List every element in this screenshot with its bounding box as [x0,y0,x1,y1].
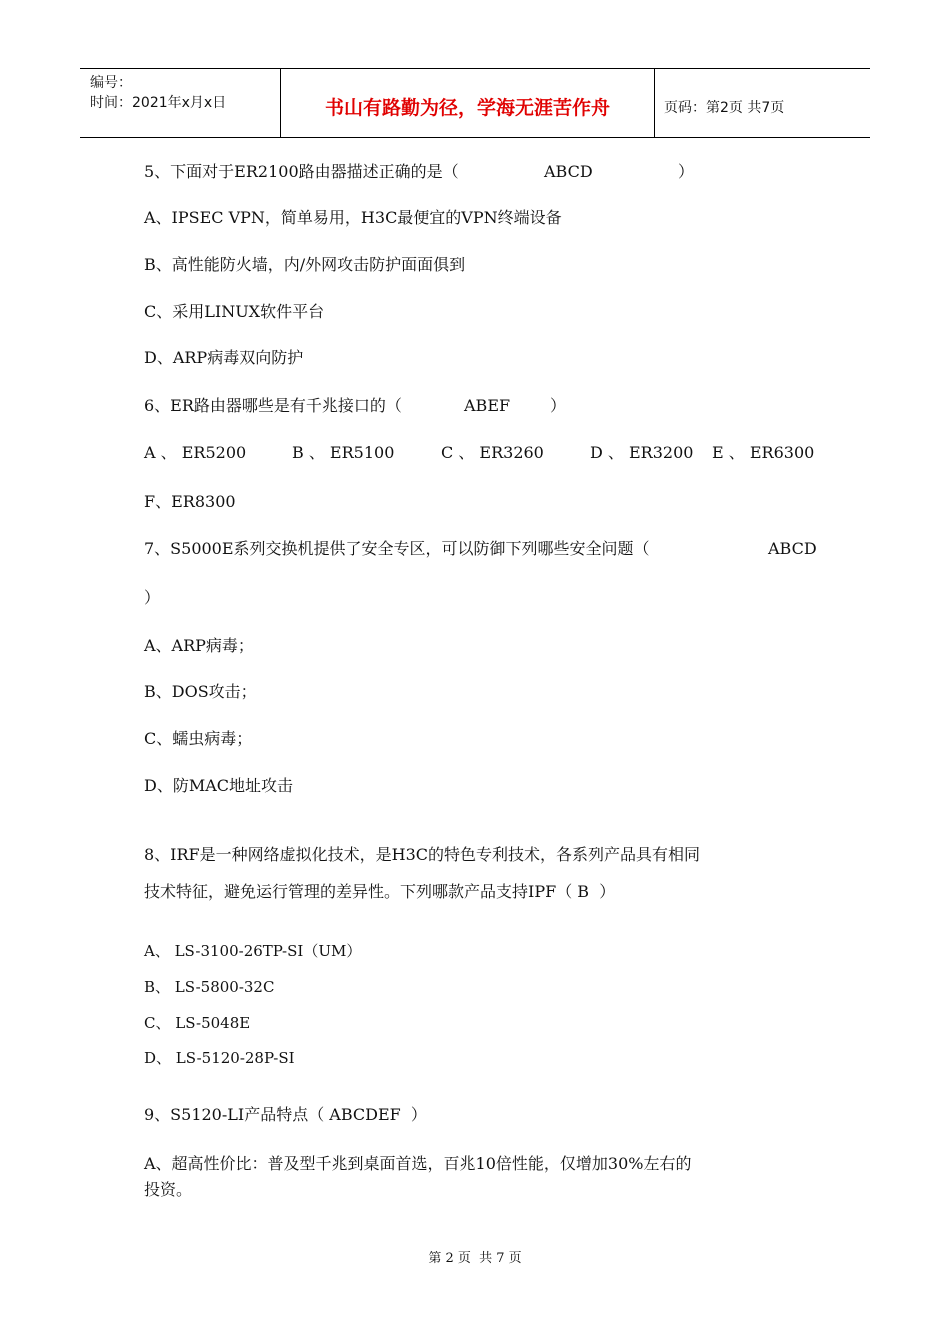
question-9-option-a-line-2: 投资。 [144,1180,193,1199]
question-5-option-a: A、IPSEC VPN，简单易用，H3C最便宜的VPN终端设备 [144,208,562,227]
question-8-option-b: B、 LS-5800-32C [144,978,275,996]
question-7-option-d: D、防MAC地址攻击 [144,776,294,795]
question-6-option-e: E 、 ER6300 [712,443,815,462]
page-header [80,68,870,138]
question-8-option-d: D、 LS-5120-28P-SI [144,1049,295,1067]
question-5-close: ） [678,162,695,181]
header-motto: 书山有路勤为径，学海无涯苦作舟 [281,69,655,137]
question-5-option-c: C、采用LINUX软件平台 [144,302,325,321]
question-6-option-a: A 、 ER5200 [144,443,247,462]
question-8-line-2: 技术特征，避免运行管理的差异性。下列哪款产品支持IPF（ B ） [144,882,616,901]
question-8-option-a: A、 LS-3100-26TP-SI（UM） [144,942,362,960]
question-5-option-b: B、高性能防火墙，内/外网攻击防护面面俱到 [144,255,466,274]
question-7-option-c: C、蠕虫病毒； [144,729,253,748]
question-9-option-a-line-1: A、超高性价比：普及型千兆到桌面首选，百兆10倍性能，仅增加30%左右的 [144,1154,692,1173]
question-7-close: ） [144,588,161,607]
question-7: 7、S5000E系列交换机提供了安全专区，可以防御下列哪些安全问题（ [144,539,650,558]
question-6-option-b: B 、 ER5100 [292,443,395,462]
question-6-option-c: C 、 ER3260 [441,443,544,462]
header-number: 编号： [90,75,132,91]
question-7-answer: ABCD [768,539,817,558]
question-5-answer: ABCD [544,162,593,181]
question-6-close: ） [550,396,567,415]
question-9: 9、S5120-LI产品特点（ ABCDEF ） [144,1105,427,1124]
question-6-option-f: F、ER8300 [144,492,236,511]
question-7-option-a: A、ARP病毒； [144,636,254,655]
question-6: 6、ER路由器哪些是有千兆接口的（ [144,396,402,415]
header-meta [80,69,281,137]
header-time: 时间：2021年x月x日 [90,95,227,111]
question-8-line-1: 8、IRF是一种网络虚拟化技术，是H3C的特色专利技术，各系列产品具有相同 [144,845,701,864]
question-6-answer: ABEF [464,396,511,415]
header-page-number: 页码：第2页 共7页 [664,100,785,116]
question-7-option-b: B、DOS攻击； [144,682,257,701]
page-footer: 第 2 页 共 7 页 [428,1251,522,1266]
question-5-option-d: D、ARP病毒双向防护 [144,348,304,367]
question-8-option-c: C、 LS-5048E [144,1014,251,1032]
question-5: 5、下面对于ER2100路由器描述正确的是（ [144,162,459,181]
question-6-option-d: D 、 ER3200 [590,443,694,462]
